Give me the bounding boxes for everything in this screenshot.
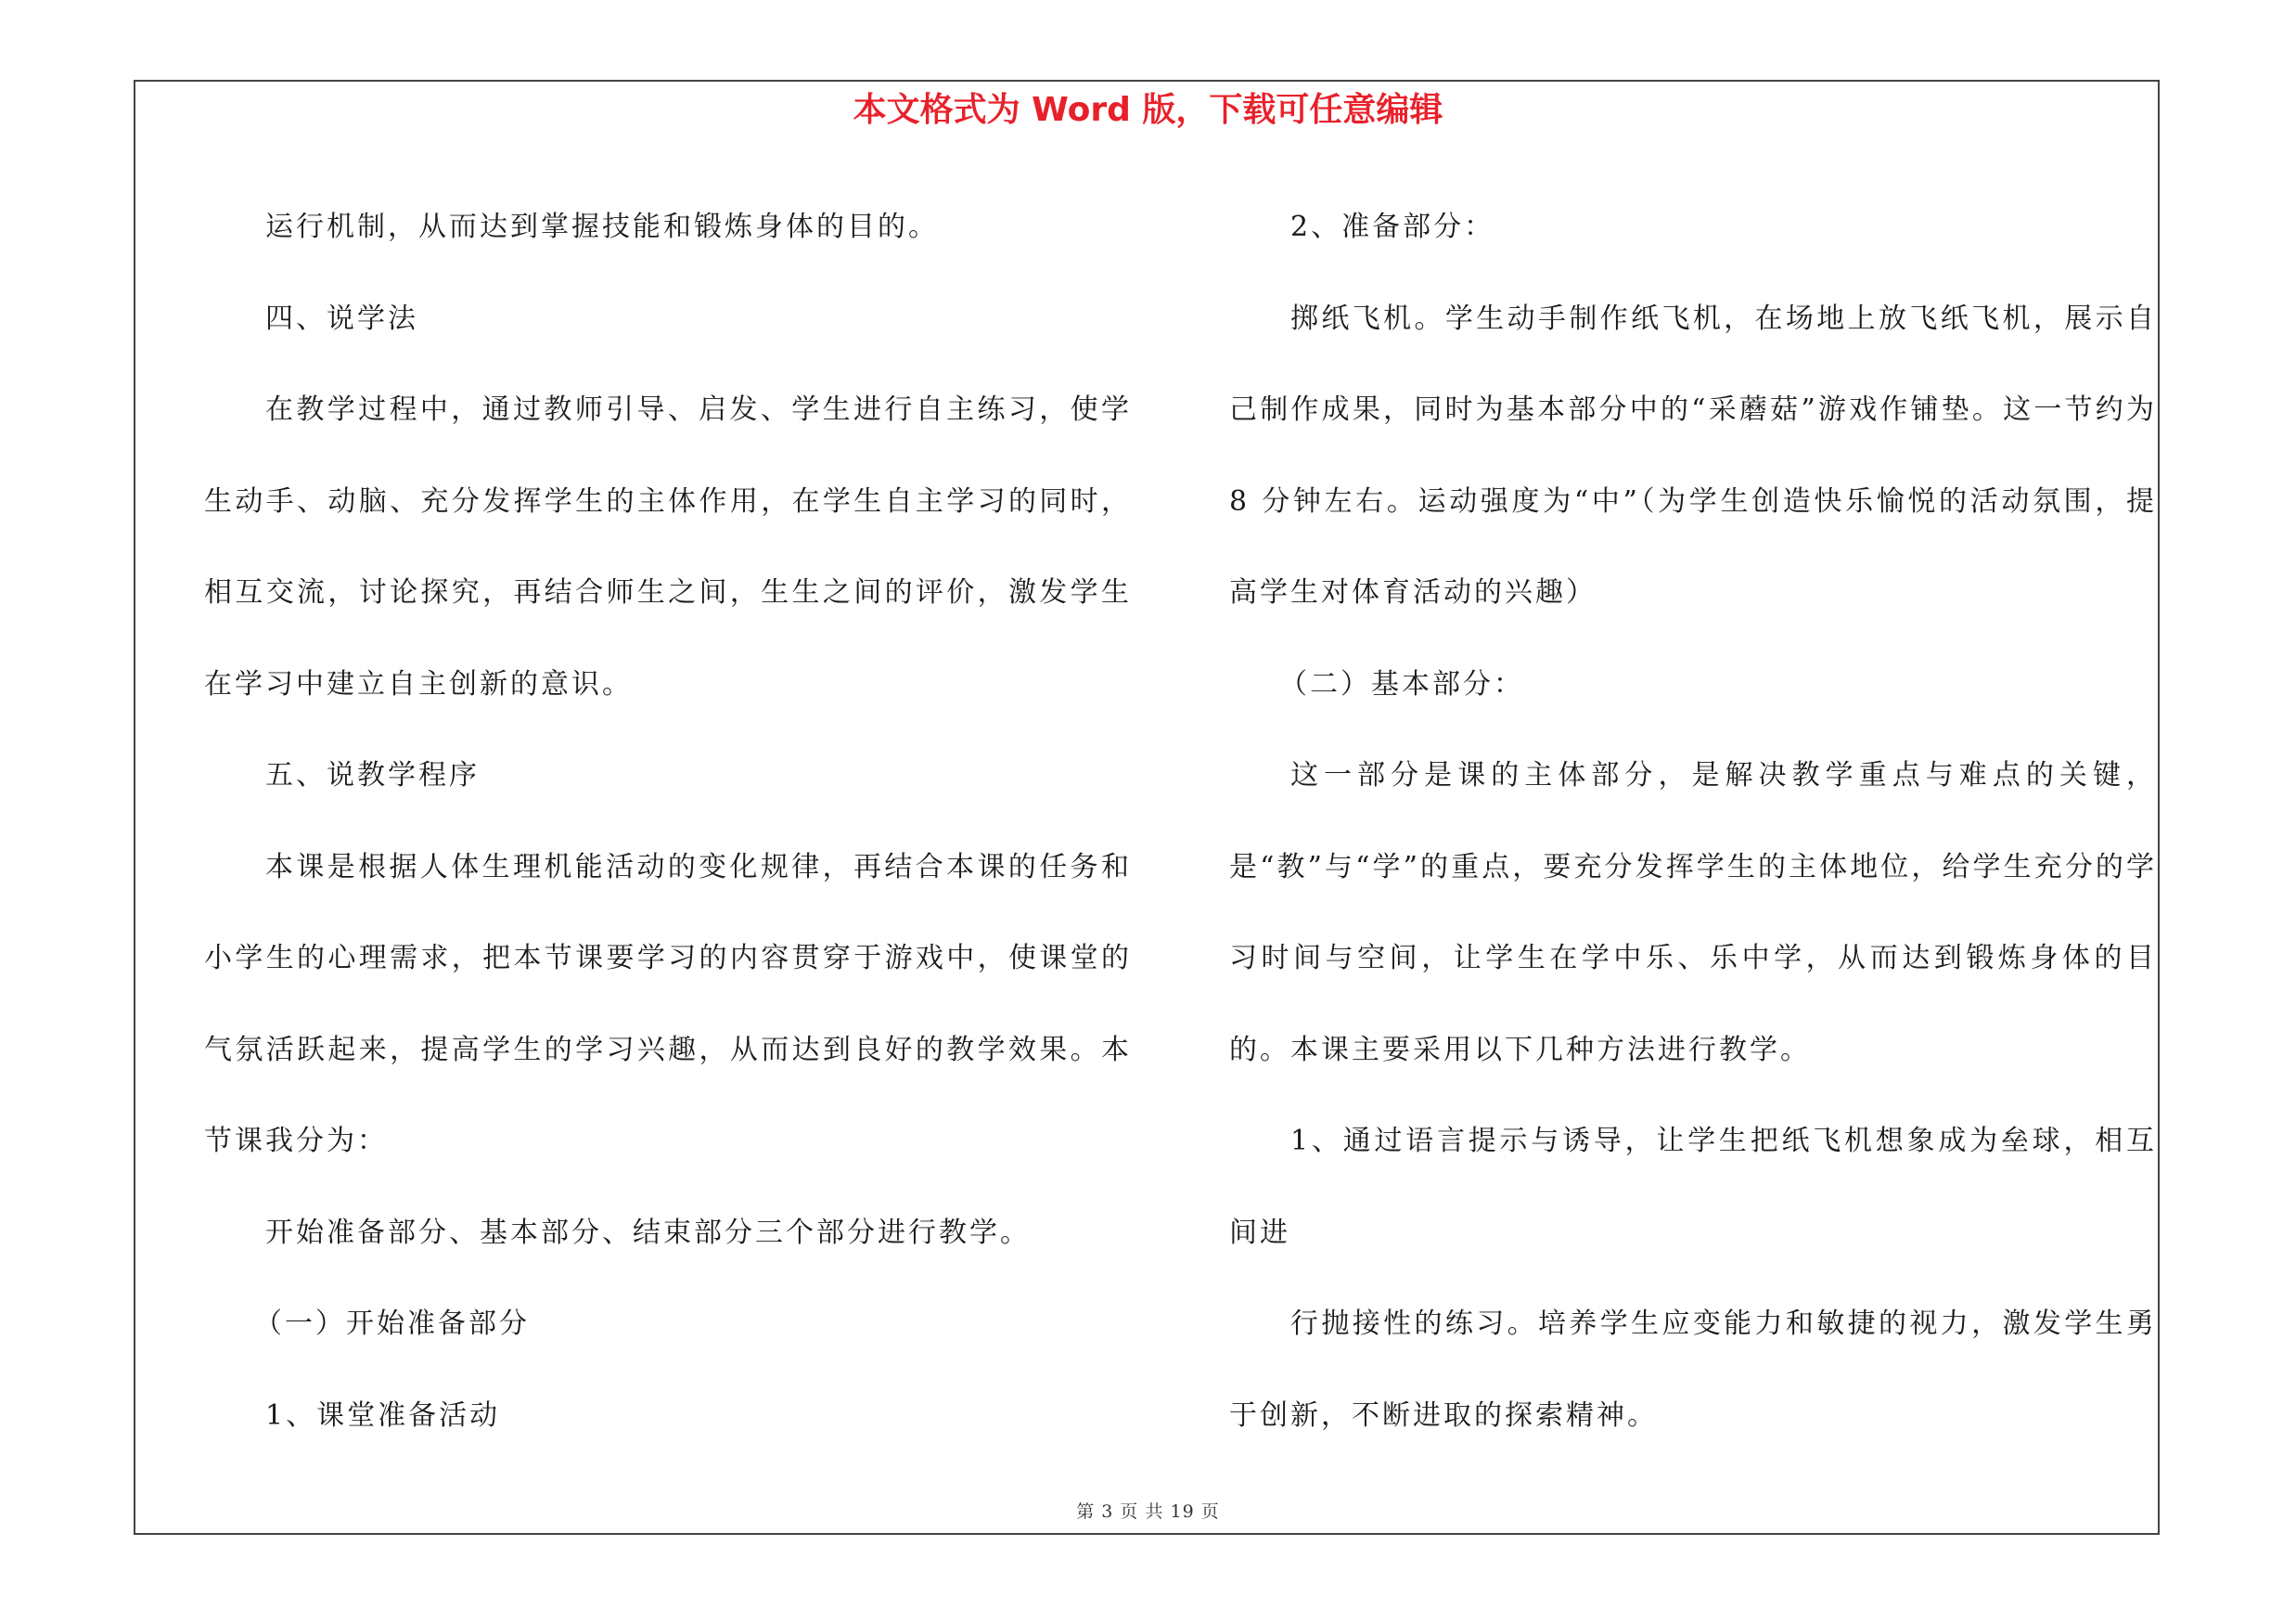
list-item: 2、准备部分： [1290, 211, 1495, 243]
section-heading: 四、说学法 [265, 302, 418, 335]
subsection-heading: （一）开始准备部分 [254, 1307, 530, 1340]
section-heading: 五、说教学程序 [265, 759, 480, 792]
paragraph: 行抛接性的练习。培养学生应变能力和敏捷的视力，激发学生勇于创新，不断进取的探索精神。 [1229, 1307, 2157, 1432]
left-column [204, 182, 1132, 1462]
list-item: 1、通过语言提示与诱导，让学生把纸飞机想象成为垒球，相互间进 [1229, 1125, 2157, 1249]
list-item: 1、课堂准备活动 [265, 1398, 501, 1432]
page-number: 第 3 页 共 19 页 [1076, 1501, 1220, 1522]
paragraph: 这一部分是课的主体部分，是解决教学重点与难点的关键，是“教”与“学”的重点，要充分发挥学生的主体地位，给学生充分的学习时间与空间，让学生在学中乐、乐中学，从而达到锻炼身体的目的。本课主要采用以下几种方法进行教学。 [1229, 759, 2157, 1066]
paragraph: 在教学过程中，通过教师引导、启发、学生进行自主练习，使学生动手、动脑、充分发挥学生的主体作用，在学生自主学习的同时，相互交流，讨论探究，再结合师生之间，生生之间的评价，激发学生在学习中建立自主创新的意识。 [204, 393, 1132, 701]
subsection-heading: （二）基本部分： [1279, 667, 1524, 701]
paragraph: 本课是根据人体生理机能活动的变化规律，再结合本课的任务和小学生的心理需求，把本节课要学习的内容贯穿于游戏中，使课堂的气氛活跃起来，提高学生的学习兴趣，从而达到良好的教学效果。本节课我分为： [204, 850, 1132, 1157]
paragraph: 运行机制，从而达到掌握技能和锻炼身体的目的。 [265, 211, 939, 243]
paragraph: 掷纸飞机。学生动手制作纸飞机，在场地上放飞纸飞机，展示自己制作成果，同时为基本部分中的“采蘑菇”游戏作铺垫。这一节约为 8 分钟左右。运动强度为“中”（为学生创造快乐愉悦的活动氛围，提高学生对体育活动的兴趣） [1229, 302, 2157, 609]
right-column [1229, 182, 2157, 1462]
word-format-banner: 本文格式为 Word 版，下载可任意编辑 [853, 91, 1443, 129]
paragraph: 开始准备部分、基本部分、结束部分三个部分进行教学。 [265, 1216, 1031, 1249]
